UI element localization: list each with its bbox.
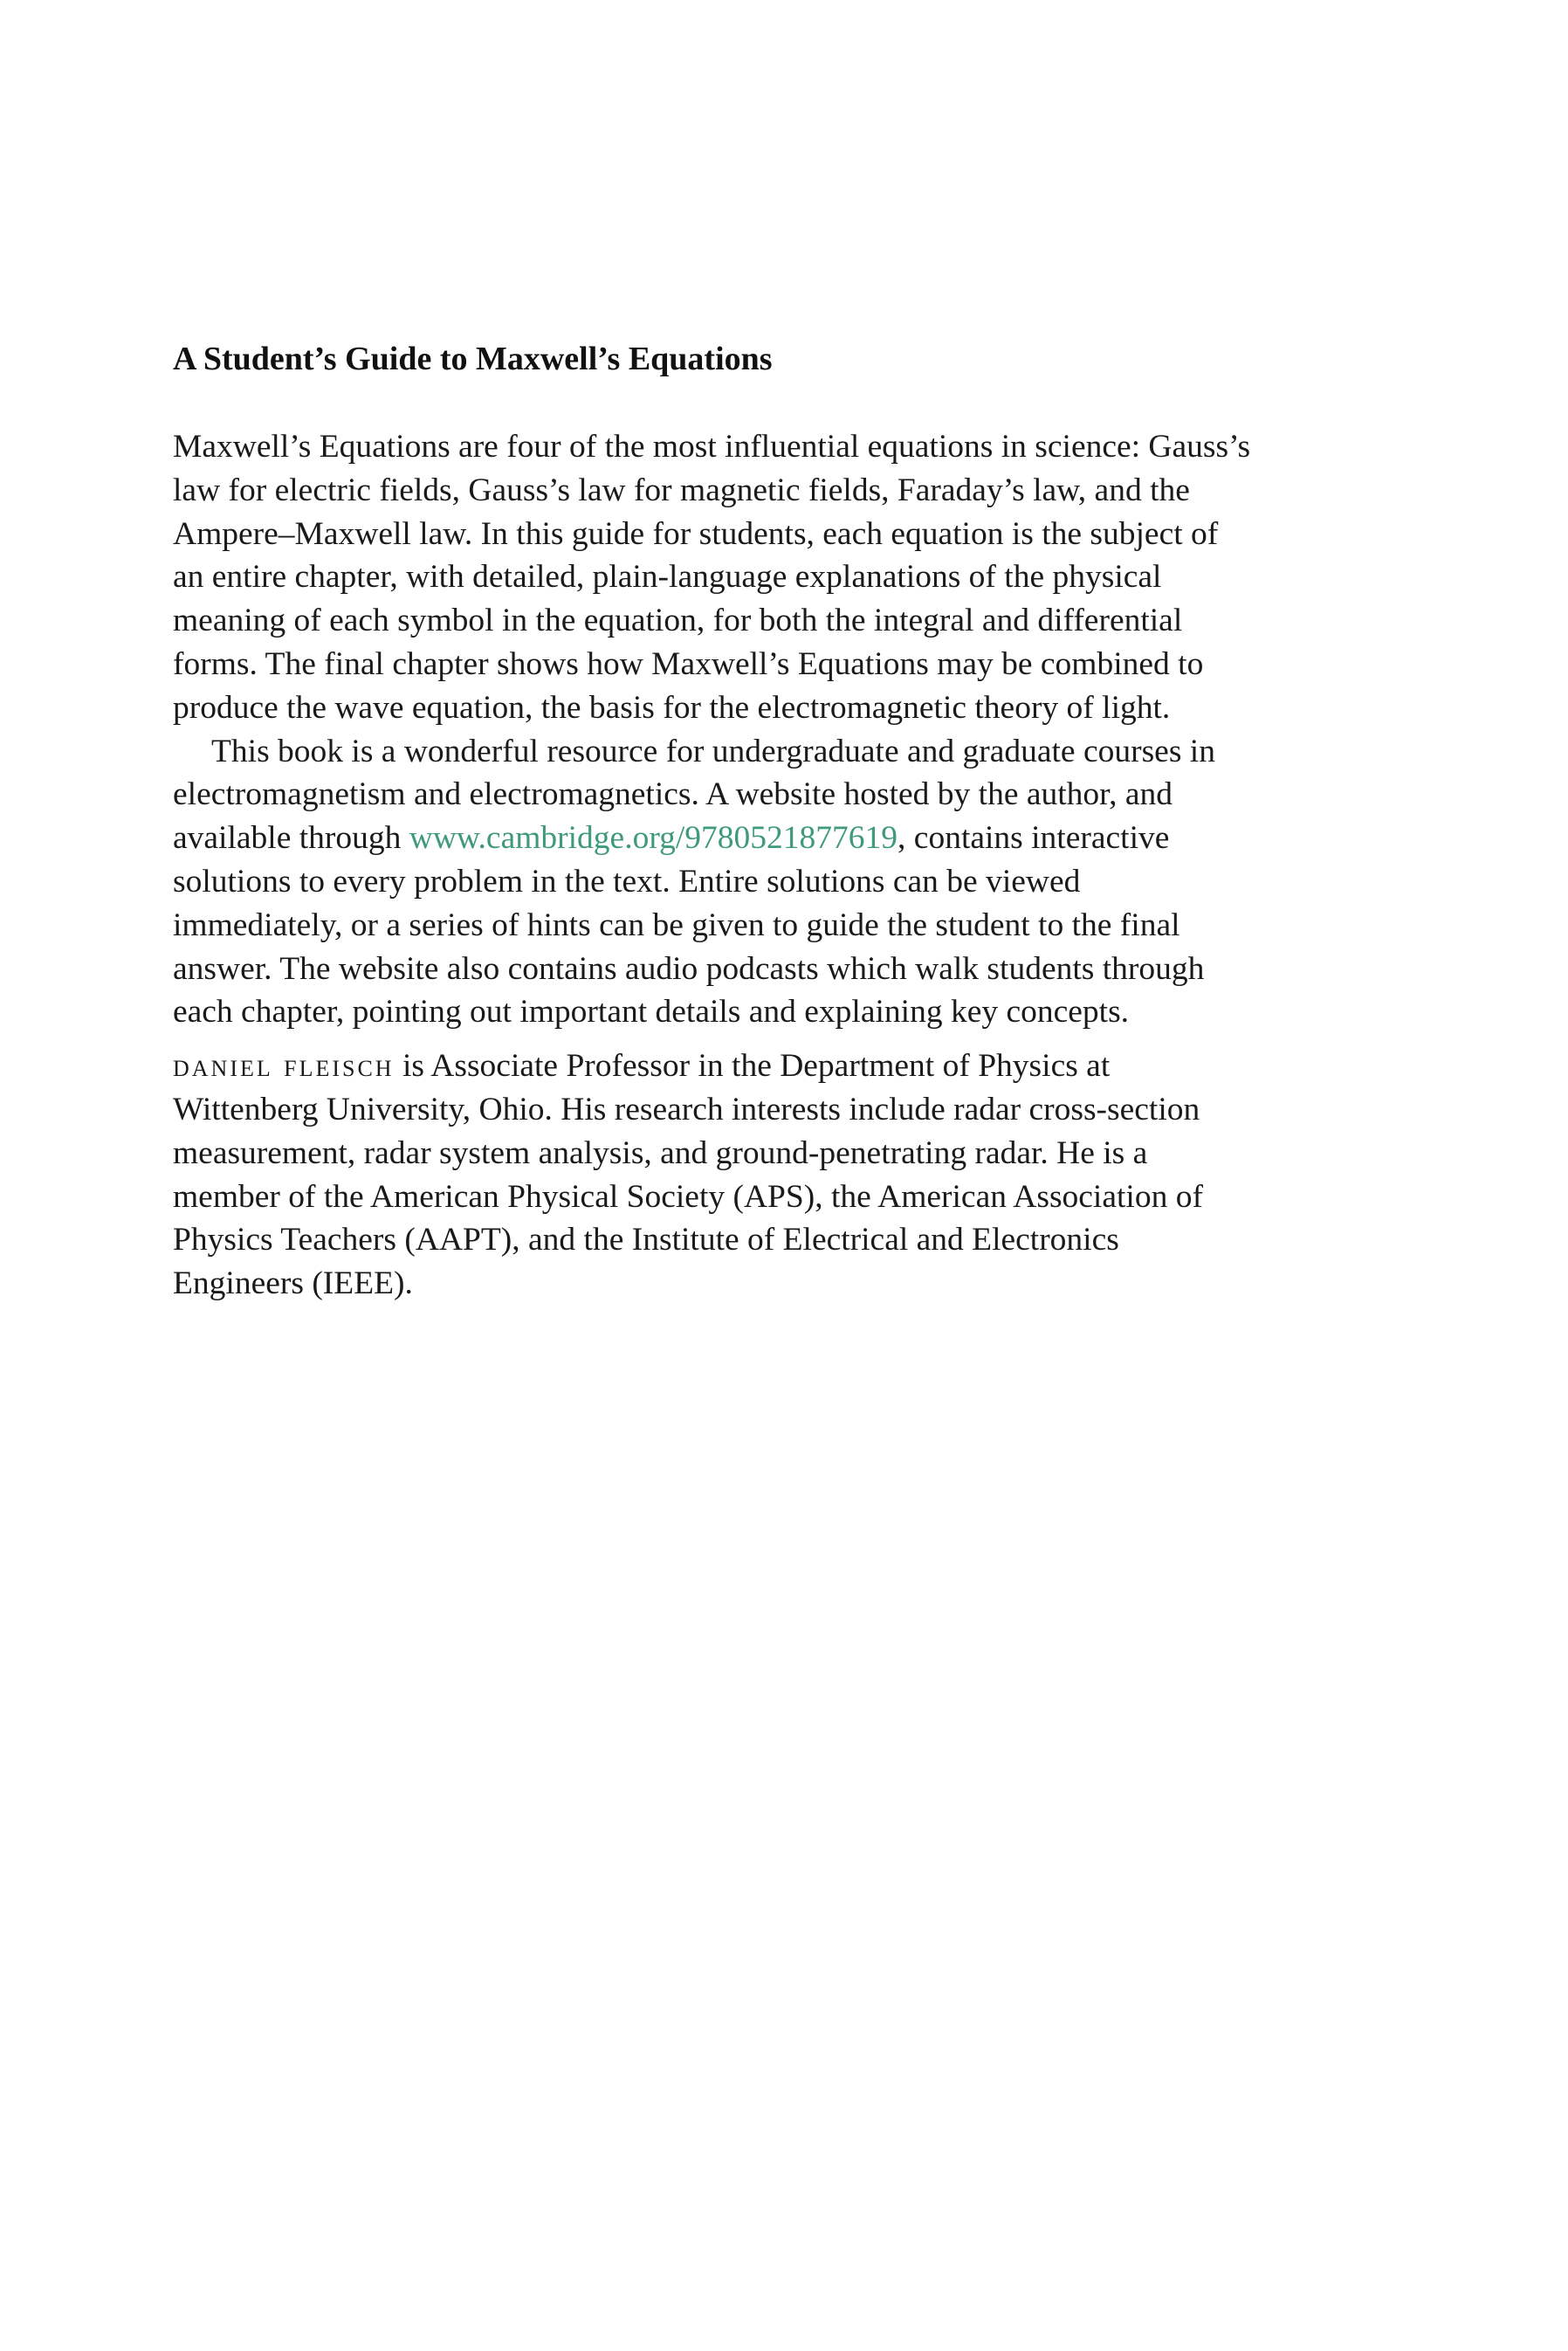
description-line: Ampere–Maxwell law. In this guide for students, each equation is the subject of [173,515,1219,552]
author-bio-line [173,1045,1334,1088]
resource-text: , contains interactive [897,820,1170,857]
author-bio-line: measurement, radar system analysis, and ground-penetrating radar. He is a [173,1134,1148,1171]
author-name: daniel fleisch [173,1048,395,1085]
resource-text: available through [173,820,409,857]
book-title: A Student’s Guide to Maxwell’s Equations [173,341,773,377]
description-line: produce the wave equation, the basis for the electromagnetic theory of light. [173,689,1171,726]
description-line: forms. The final chapter shows how Maxwell’s Equations may be combined to [173,645,1204,682]
author-bio-line: Physics Teachers (AAPT), and the Institute of Electrical and Electronics [173,1222,1119,1258]
description-line: law for electric fields, Gauss’s law for magnetic fields, Faraday’s law, and the [173,472,1190,508]
resource-paragraph [173,730,1334,1035]
description-line: meaning of each symbol in the equation, for both the integral and differential [173,603,1183,639]
resource-line-with-link [173,817,1334,860]
description-paragraph [173,425,1334,730]
resource-line: answer. The website also contains audio podcasts which walk students through [173,950,1205,987]
author-bio-line: Wittenberg University, Ohio. His research interests include radar cross-section [173,1091,1200,1127]
author-bio-line: member of the American Physical Society (APS), the American Association of [173,1178,1203,1215]
cambridge-website-link[interactable]: www.cambridge.org/9780521877619 [409,820,898,857]
description-line: an entire chapter, with detailed, plain-language explanations of the physical [173,559,1162,596]
description-line: Maxwell’s Equations are four of the most influential equations in science: Gauss’s [173,429,1251,465]
resource-line: immediately, or a series of hints can be given to guide the student to the final [173,907,1180,943]
author-bio-line: Engineers (IEEE). [173,1265,413,1302]
page-content [173,336,1334,1306]
resource-line: solutions to every problem in the text. Entire solutions can be viewed [173,863,1081,900]
author-bio-paragraph [173,1045,1334,1306]
resource-line: This book is a wonderful resource for undergraduate and graduate courses in [211,733,1215,769]
resource-line: each chapter, pointing out important details and explaining key concepts. [173,994,1130,1031]
author-bio-text: is Associate Professor in the Department of Physics at [394,1048,1111,1085]
resource-line: electromagnetism and electromagnetics. A website hosted by the author, and [173,776,1173,813]
